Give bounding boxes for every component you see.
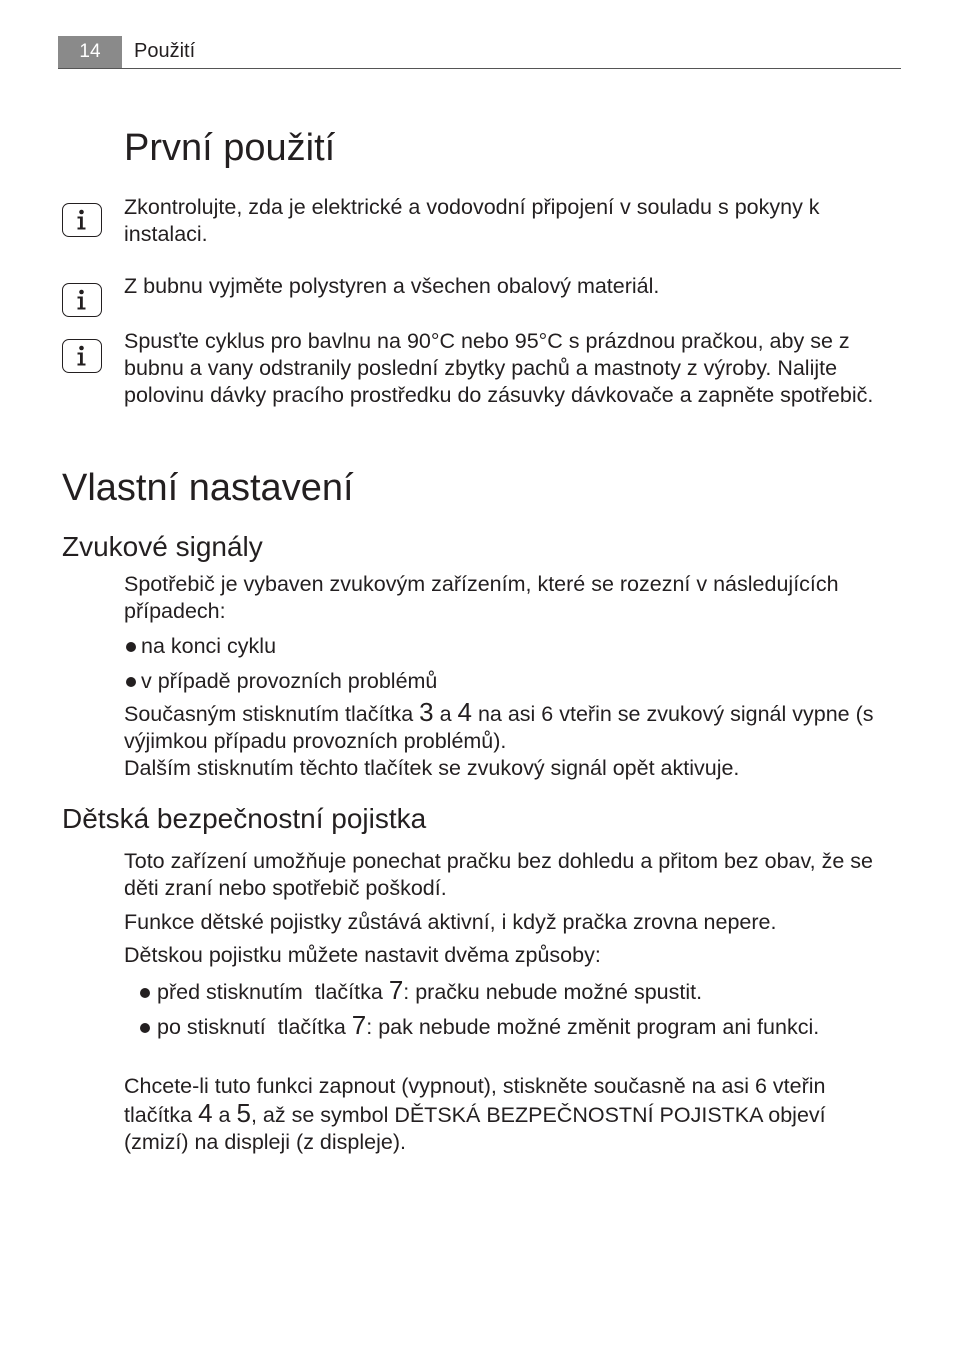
sound-intro: Spotřebič je vybaven zvukovým zařízením, které se rozezní v následujících případech:	[124, 572, 839, 623]
child-lock-bullet-1: před stisknutím tlačítka 7: pračku nebude možné spustit.	[157, 975, 703, 1005]
sound-signals-heading: Zvukové signály	[62, 531, 263, 562]
sound-bullet-1: na konci cyklu	[141, 634, 277, 658]
child-lock-heading: Dětská bezpečnostní pojistka	[62, 803, 427, 834]
first-use-item-1: Zkontrolujte, zda je elektrické a vodovodní připojení v souladu s pokyny k instalaci.	[124, 195, 820, 246]
key-label: 5	[236, 1098, 251, 1128]
child-lock-paragraph-1: Toto zařízení umožňuje ponechat pračku bez dohledu a přitom bez obav, že se děti zraní nebo spotřebič poškodí.	[124, 849, 873, 900]
child-lock-paragraph-2: Funkce dětské pojistky zůstává aktivní, i když pračka zrovna nepere.	[124, 910, 777, 934]
key-label: 3	[419, 697, 434, 727]
child-lock-bullet-2: po stisknutí tlačítka 7: pak nebude možné změnit program ani funkci.	[157, 1010, 820, 1040]
child-lock-activation-text: Chcete-li tuto funkci zapnout (vypnout), stiskněte současně na asi 6 vteřin tlačítka 4 a 5, až se symbol DĚTSKÁ BEZPEČNOSTNÍ POJISTKA objeví (zmizí) na displeji (z displeje).	[124, 1074, 826, 1154]
key-label: 7	[351, 1010, 367, 1040]
first-use-item-2: Z bubnu vyjměte polystyren a všechen obalový materiál.	[124, 274, 660, 298]
first-use-item-3: Spusťte cyklus pro bavlnu na 90°C nebo 95°C s prázdnou pračkou, aby se z bubnu a vany odstranily poslední zbytky pachů a mastnoty z výroby. Nalijte polovinu dávky pracího prostředku do zásuvky dávkovače a zapněte spotřebič.	[124, 329, 874, 407]
sound-disable-text: Současným stisknutím tlačítka 3 a 4 na asi 6 vteřin se zvukový signál vypne (s výjimkou případu provozních problémů).	[124, 697, 874, 753]
header-section-title: Použití	[134, 40, 196, 62]
header-divider	[58, 68, 901, 69]
bullet-dot	[126, 642, 136, 652]
bullet-dot	[140, 1023, 150, 1033]
key-label: 4	[457, 697, 472, 727]
bullet-dot	[140, 988, 150, 998]
info-icon	[62, 203, 102, 237]
bullet-dot	[126, 677, 136, 687]
page-number: 14	[58, 36, 122, 68]
sound-enable-text: Dalším stisknutím těchto tlačítek se zvukový signál opět aktivuje.	[124, 756, 740, 780]
child-lock-paragraph-3: Dětskou pojistku můžete nastavit dvěma způsoby:	[124, 943, 601, 967]
key-label: 4	[198, 1098, 213, 1128]
info-icon	[62, 283, 102, 317]
key-label: 7	[388, 975, 404, 1005]
settings-heading: Vlastní nastavení	[62, 467, 354, 509]
first-use-heading: První použití	[124, 127, 336, 169]
sound-bullet-2: v případě provozních problémů	[141, 669, 438, 693]
info-icon	[62, 339, 102, 373]
